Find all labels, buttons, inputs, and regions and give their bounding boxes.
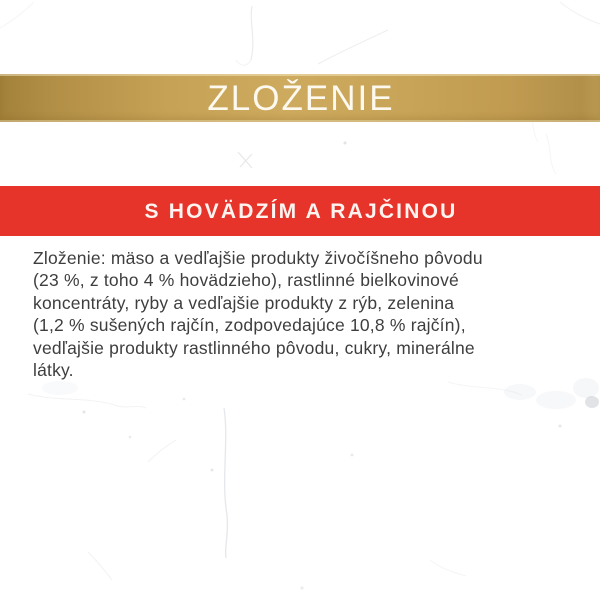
- ingredients-line: Zloženie: mäso a vedľajšie produkty živočíšneho pôvodu: [33, 248, 483, 268]
- variant-banner: [0, 186, 600, 236]
- ingredients-line: látky.: [33, 360, 74, 381]
- ingredients-text: [33, 247, 573, 381]
- ingredients-line: (1,2 % sušených rajčín, zodpovedajúce 10,8 % rajčín),: [33, 315, 466, 336]
- ingredients-line: (23 %, z toho 4 % hovädzieho), rastlinné bielkovinové: [33, 270, 459, 291]
- composition-banner: [0, 74, 600, 122]
- ingredients-line: vedľajšie produkty rastlinného pôvodu, cukry, minerálne: [33, 337, 475, 358]
- composition-title: ZLOŽENIE: [207, 78, 395, 118]
- ingredients-line: koncentráty, ryby a vedľajšie produkty z rýb, zelenina: [33, 292, 455, 313]
- variant-title: S HOVÄDZÍM A RAJČINOU: [144, 199, 458, 223]
